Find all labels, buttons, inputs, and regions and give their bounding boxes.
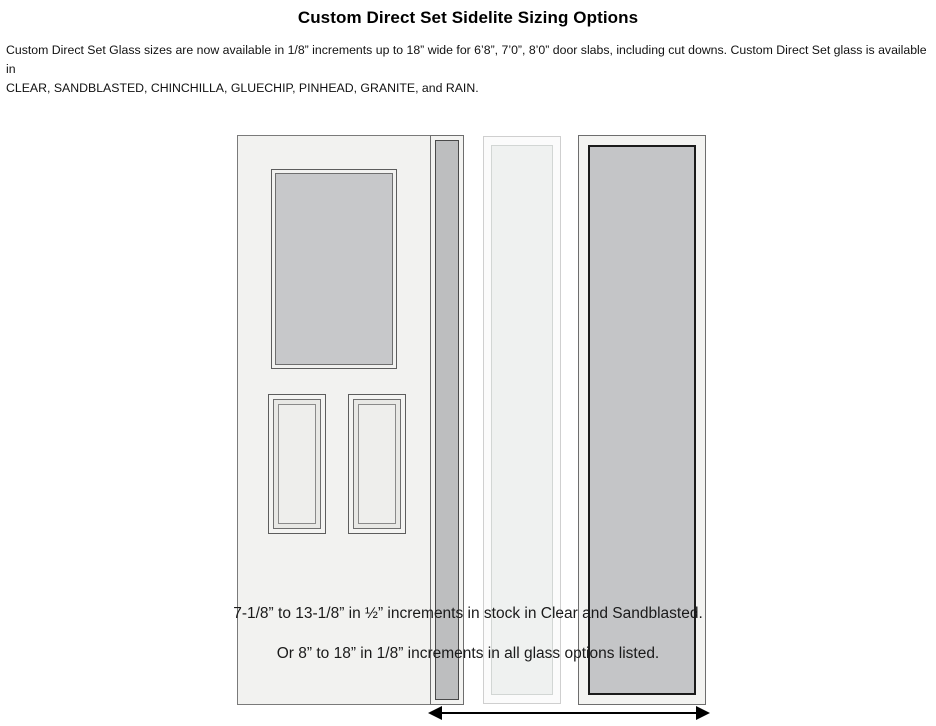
intro-paragraph <box>6 41 930 98</box>
width-range-arrow <box>428 700 710 726</box>
caption-stock-sizes: 7-1/8” to 13-1/8” in ½” increments in stock in Clear and Sandblasted. <box>233 605 703 622</box>
intro-line-1: Custom Direct Set Glass sizes are now available in 1/8” increments up to 18” wide for 6’8”, 7’0”, 8’0” door slabs, including cut downs. Custom Direct Set glass is available in <box>6 43 927 76</box>
intro-line-2: CLEAR, SANDBLASTED, CHINCHILLA, GLUECHIP, PINHEAD, GRANITE, and RAIN. <box>6 81 479 95</box>
door-glass-lite <box>271 169 397 369</box>
lower-panel-left <box>268 394 326 534</box>
caption-custom-sizes: Or 8” to 18” in 1/8” increments in all glass options listed. <box>276 645 660 662</box>
page-title: Custom Direct Set Sidelite Sizing Options <box>297 8 639 27</box>
sidelite-diagram <box>0 128 936 588</box>
lower-panel-right <box>348 394 406 534</box>
